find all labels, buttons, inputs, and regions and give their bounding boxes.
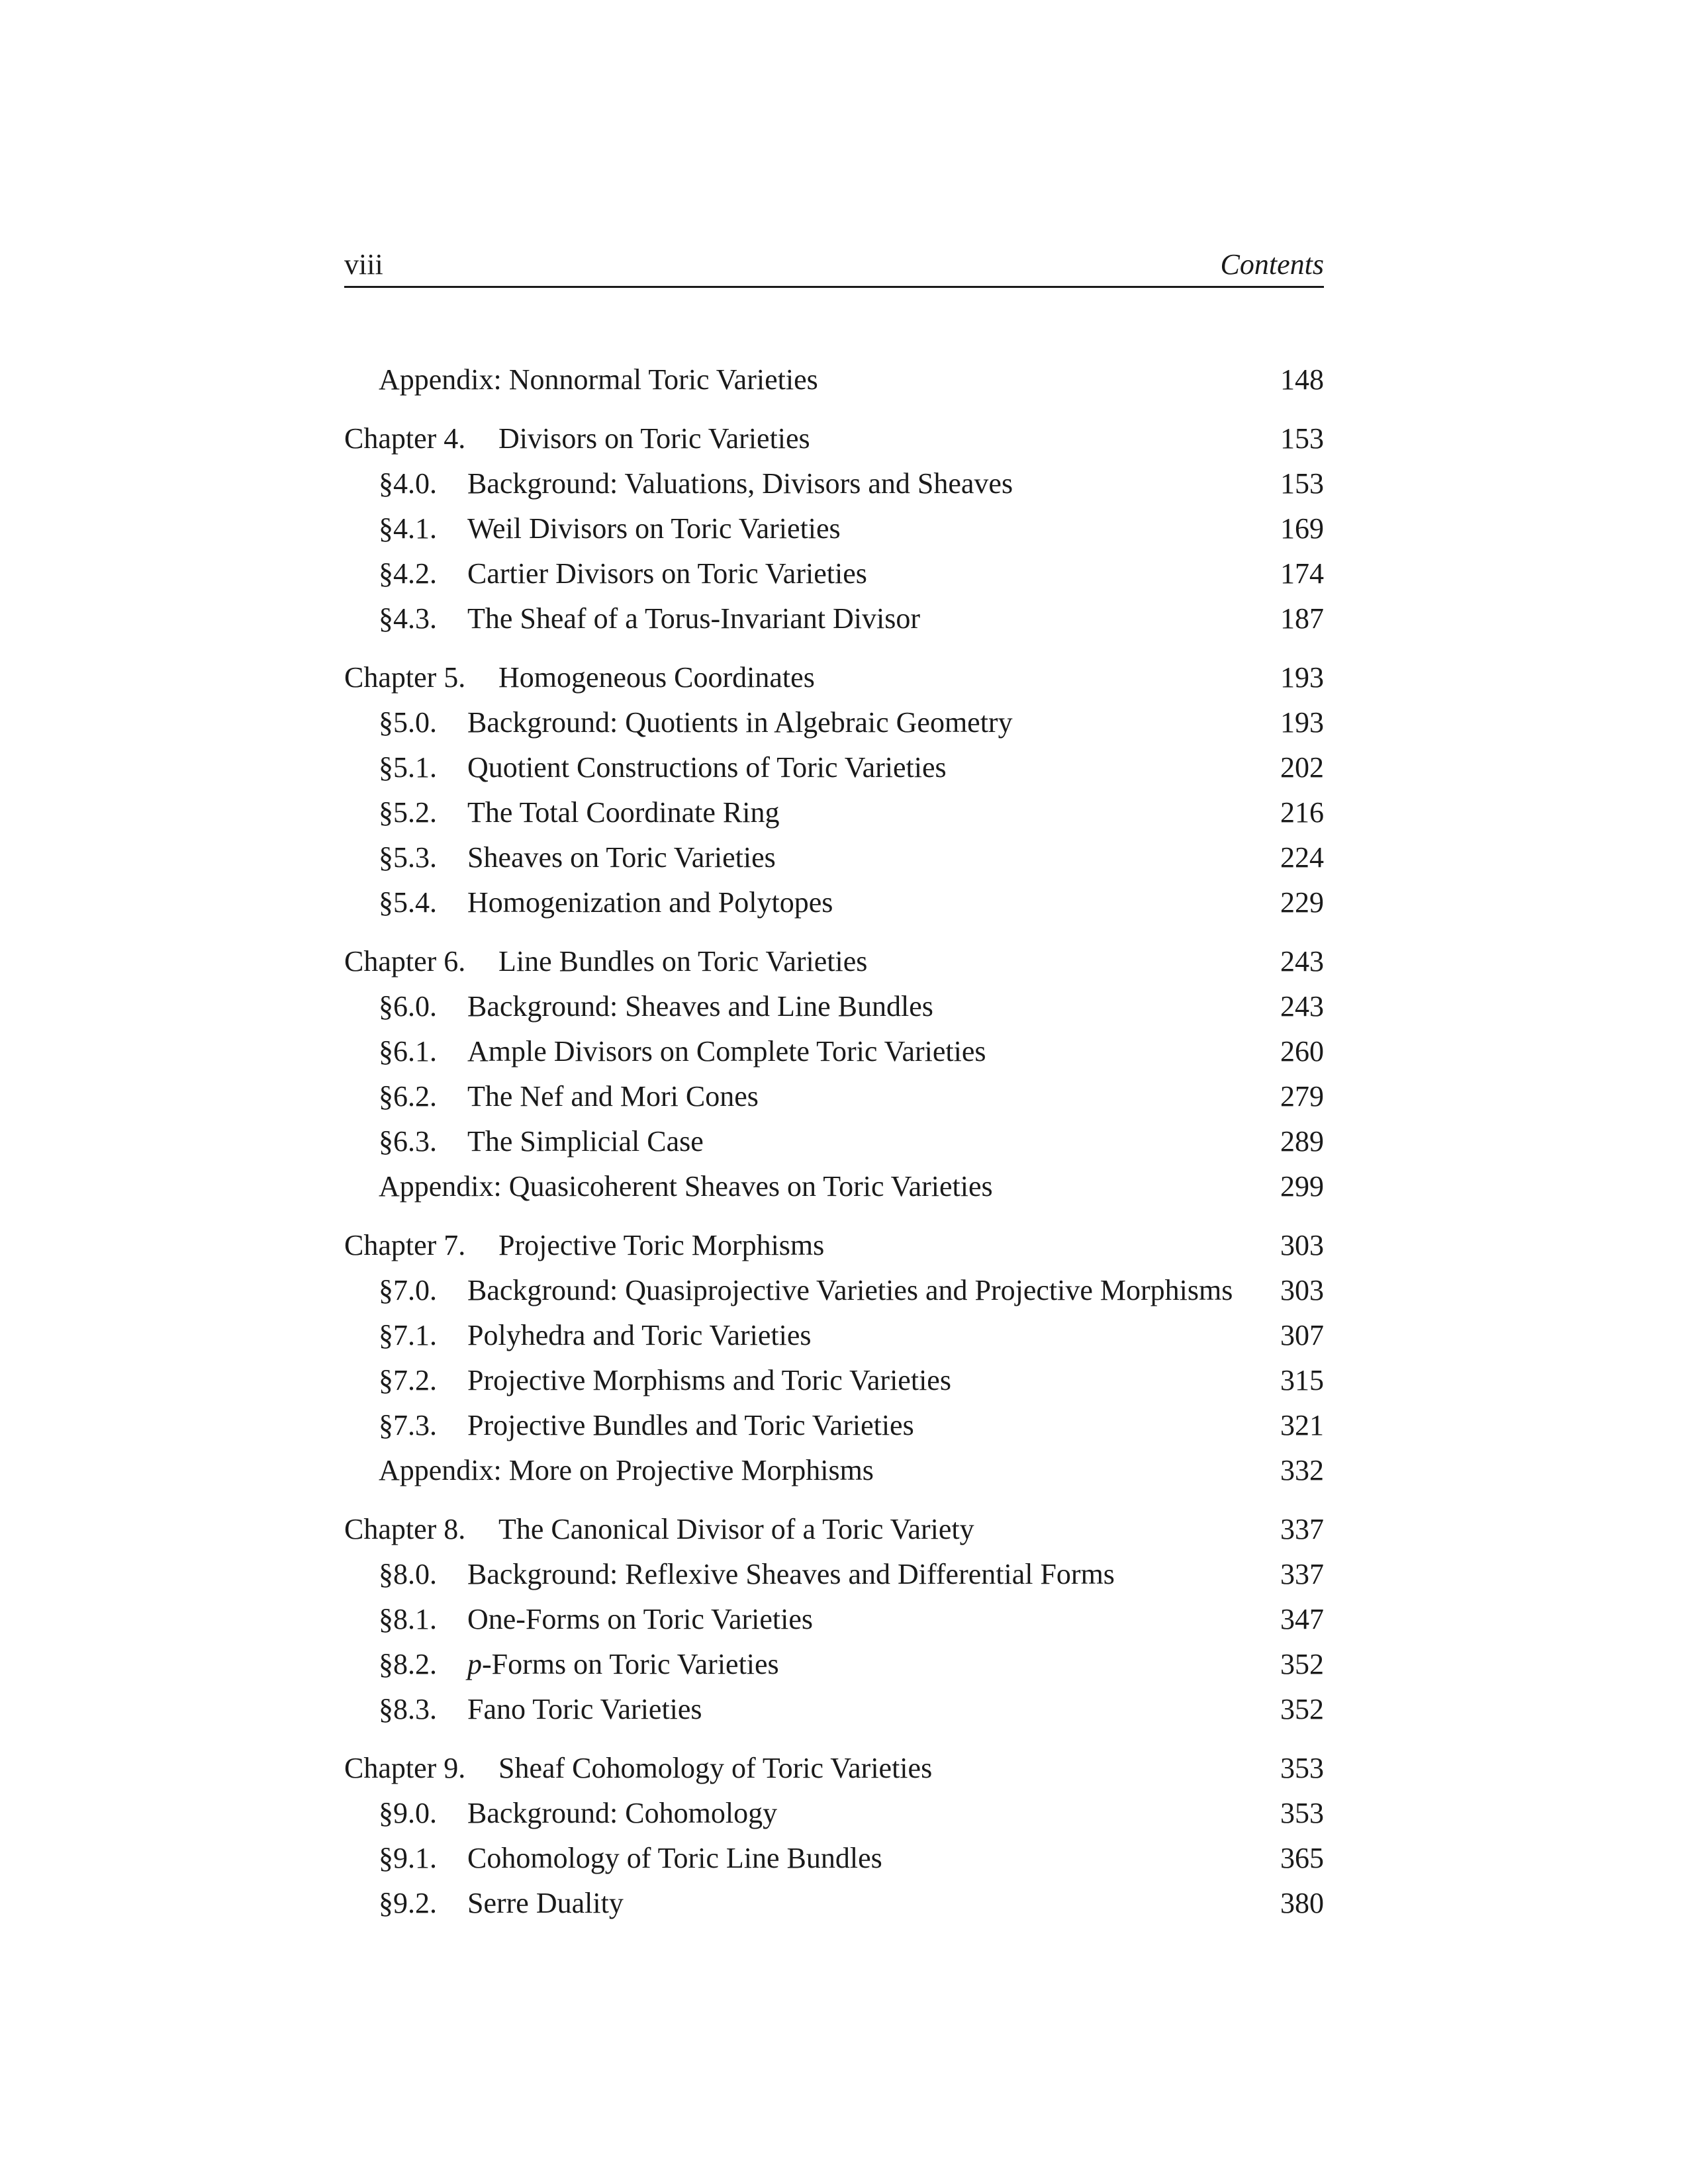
toc-section-row[interactable]: [344, 1358, 1324, 1403]
toc-section-title: Weil Divisors on Toric Varieties: [467, 512, 841, 545]
toc-chapter-number: Chapter 4.: [344, 422, 466, 455]
toc-section-number: §5.1.: [379, 751, 437, 784]
toc-page-number: 347: [1280, 1603, 1324, 1635]
toc-section-number: §6.0.: [379, 990, 437, 1023]
toc-section-row[interactable]: [344, 1268, 1324, 1313]
toc-section-number: §6.2.: [379, 1080, 437, 1113]
toc-section-row[interactable]: [344, 1791, 1324, 1836]
toc-section-row[interactable]: [344, 1403, 1324, 1448]
toc-section-number: §4.2.: [379, 557, 437, 590]
toc-section-title: [467, 1642, 779, 1687]
toc-section-row[interactable]: [344, 461, 1324, 506]
toc-section-title: Background: Sheaves and Line Bundles: [467, 990, 933, 1023]
toc-section-row[interactable]: [344, 700, 1324, 745]
toc-page-number: 153: [1280, 467, 1324, 500]
toc-section-title: The Simplicial Case: [467, 1125, 704, 1158]
toc-section-title: Serre Duality: [467, 1887, 624, 1919]
toc-section-number: §6.1.: [379, 1035, 437, 1068]
toc-page-number: 193: [1280, 706, 1324, 739]
toc-page-number: 169: [1280, 512, 1324, 545]
toc-chapter-row[interactable]: [344, 416, 1324, 461]
toc-section-row[interactable]: [344, 1119, 1324, 1164]
toc-appendix-row[interactable]: [344, 1448, 1324, 1493]
toc-page-number: 193: [1280, 661, 1324, 694]
running-head: [344, 246, 1324, 288]
toc-section-title: Background: Valuations, Divisors and Sheaves: [467, 467, 1013, 500]
toc-chapter-title: Sheaf Cohomology of Toric Varieties: [498, 1752, 933, 1784]
toc-page-number: 202: [1280, 751, 1324, 784]
toc-page-number: 187: [1280, 602, 1324, 635]
toc-page-number: 353: [1280, 1797, 1324, 1829]
toc-chapter-row[interactable]: [344, 1507, 1324, 1552]
toc-section-title: Background: Cohomology: [467, 1797, 778, 1829]
toc-section-row[interactable]: [344, 835, 1324, 880]
toc-section-row[interactable]: [344, 1836, 1324, 1881]
toc-chapter-number: Chapter 8.: [344, 1513, 466, 1545]
toc-page-number: 243: [1280, 945, 1324, 978]
toc-chapter-title: Homogeneous Coordinates: [498, 661, 815, 694]
toc-section-row[interactable]: [344, 880, 1324, 925]
toc-chapter-number: Chapter 5.: [344, 661, 466, 694]
toc-section-row[interactable]: [344, 1642, 1324, 1687]
toc-section-number: §7.2.: [379, 1364, 437, 1396]
toc-page-number: 337: [1280, 1558, 1324, 1590]
toc-section-title: The Total Coordinate Ring: [467, 796, 780, 829]
toc-section-number: §4.0.: [379, 467, 437, 500]
toc-page-number: 289: [1280, 1125, 1324, 1158]
toc-section-row[interactable]: [344, 1552, 1324, 1597]
toc-page-number: 299: [1280, 1170, 1324, 1203]
toc-section-number: §5.0.: [379, 706, 437, 739]
toc-section-title: The Nef and Mori Cones: [467, 1080, 759, 1113]
toc-section-row[interactable]: [344, 1881, 1324, 1926]
toc-chapter-number: Chapter 6.: [344, 945, 466, 978]
toc-section-number: §8.2.: [379, 1648, 437, 1680]
toc-section-number: §6.3.: [379, 1125, 437, 1158]
toc-section-number: §5.4.: [379, 886, 437, 919]
toc-section-title: Ample Divisors on Complete Toric Varieties: [467, 1035, 986, 1068]
toc-section-title: Fano Toric Varieties: [467, 1693, 702, 1725]
page-number: viii: [344, 248, 383, 281]
toc-page-number: 321: [1280, 1409, 1324, 1441]
toc-chapter-title: Divisors on Toric Varieties: [498, 422, 810, 455]
toc-section-number: §7.3.: [379, 1409, 437, 1441]
toc-chapter-row[interactable]: [344, 1746, 1324, 1791]
toc-page-number: 174: [1280, 557, 1324, 590]
toc-page-number: 380: [1280, 1887, 1324, 1919]
running-title: Contents: [1220, 248, 1324, 281]
toc-section-title: Cartier Divisors on Toric Varieties: [467, 557, 867, 590]
toc-section-title: Polyhedra and Toric Varieties: [467, 1319, 812, 1351]
toc-chapter-number: Chapter 9.: [344, 1752, 466, 1784]
toc-section-number: §9.2.: [379, 1887, 437, 1919]
toc-page-number: 260: [1280, 1035, 1324, 1068]
toc-math-symbol: p: [467, 1648, 482, 1680]
toc-section-title: Projective Morphisms and Toric Varieties: [467, 1364, 951, 1396]
toc-section-title: Homogenization and Polytopes: [467, 886, 833, 919]
toc-appendix-row[interactable]: [344, 1164, 1324, 1209]
toc-section-row[interactable]: [344, 1687, 1324, 1732]
toc-section-row[interactable]: [344, 984, 1324, 1029]
toc-page-number: 216: [1280, 796, 1324, 829]
toc-chapter-row[interactable]: [344, 1223, 1324, 1268]
toc-page-number: 229: [1280, 886, 1324, 919]
toc-section-title: Background: Reflexive Sheaves and Differential Forms: [467, 1558, 1115, 1590]
toc-section-number: §8.1.: [379, 1603, 437, 1635]
toc-section-row[interactable]: [344, 1074, 1324, 1119]
toc-section-title: Background: Quasiprojective Varieties and Projective Morphisms: [467, 1274, 1233, 1306]
toc-page-number: 315: [1280, 1364, 1324, 1396]
toc-section-title: Sheaves on Toric Varieties: [467, 841, 776, 874]
toc-page-number: 307: [1280, 1319, 1324, 1351]
toc-section-row[interactable]: [344, 551, 1324, 596]
toc-appendix-title: Appendix: More on Projective Morphisms: [379, 1454, 874, 1486]
toc-section-row[interactable]: [344, 596, 1324, 641]
toc-section-number: §9.0.: [379, 1797, 437, 1829]
toc-section-title: The Sheaf of a Torus-Invariant Divisor: [467, 602, 921, 635]
toc-section-row[interactable]: [344, 745, 1324, 790]
toc-page-number: 365: [1280, 1842, 1324, 1874]
toc-chapter-row[interactable]: [344, 655, 1324, 700]
toc-page-number: 148: [1280, 363, 1324, 396]
toc-page-number: 153: [1280, 422, 1324, 455]
toc-section-title: Cohomology of Toric Line Bundles: [467, 1842, 882, 1874]
toc-page-number: 303: [1280, 1274, 1324, 1306]
toc-section-title: Quotient Constructions of Toric Varieties: [467, 751, 947, 784]
book-page: [344, 0, 1324, 2184]
toc-appendix-row[interactable]: [344, 357, 1324, 402]
toc-chapter-title: Line Bundles on Toric Varieties: [498, 945, 868, 978]
toc-section-row[interactable]: [344, 506, 1324, 551]
toc-page-number: 243: [1280, 990, 1324, 1023]
toc-page-number: 353: [1280, 1752, 1324, 1784]
toc-section-number: §8.0.: [379, 1558, 437, 1590]
toc-page-number: 352: [1280, 1648, 1324, 1680]
toc-section-row[interactable]: [344, 1597, 1324, 1642]
toc-section-title: One-Forms on Toric Varieties: [467, 1603, 813, 1635]
toc-section-number: §7.1.: [379, 1319, 437, 1351]
toc-page-number: 332: [1280, 1454, 1324, 1486]
toc-section-number: §5.3.: [379, 841, 437, 874]
toc-chapter-title: Projective Toric Morphisms: [498, 1229, 825, 1261]
toc-section-number: §8.3.: [379, 1693, 437, 1725]
toc-appendix-title: Appendix: Nonnormal Toric Varieties: [379, 363, 818, 396]
toc-chapter-title: The Canonical Divisor of a Toric Variety: [498, 1513, 974, 1545]
toc-section-title: Projective Bundles and Toric Varieties: [467, 1409, 914, 1441]
toc-page-number: 303: [1280, 1229, 1324, 1261]
toc-section-row[interactable]: [344, 1313, 1324, 1358]
toc-chapter-row[interactable]: [344, 939, 1324, 984]
toc-page-number: 224: [1280, 841, 1324, 874]
table-of-contents: [344, 357, 1324, 1926]
toc-title-text: -Forms on Toric Varieties: [482, 1648, 779, 1680]
toc-section-number: §5.2.: [379, 796, 437, 829]
toc-section-number: §4.1.: [379, 512, 437, 545]
toc-section-title: Background: Quotients in Algebraic Geometry: [467, 706, 1013, 739]
toc-section-number: §9.1.: [379, 1842, 437, 1874]
toc-page-number: 337: [1280, 1513, 1324, 1545]
toc-page-number: 279: [1280, 1080, 1324, 1113]
toc-page-number: 352: [1280, 1693, 1324, 1725]
toc-section-row[interactable]: [344, 1029, 1324, 1074]
toc-appendix-title: Appendix: Quasicoherent Sheaves on Toric Varieties: [379, 1170, 993, 1203]
toc-section-number: §7.0.: [379, 1274, 437, 1306]
toc-chapter-number: Chapter 7.: [344, 1229, 466, 1261]
toc-section-row[interactable]: [344, 790, 1324, 835]
toc-section-number: §4.3.: [379, 602, 437, 635]
